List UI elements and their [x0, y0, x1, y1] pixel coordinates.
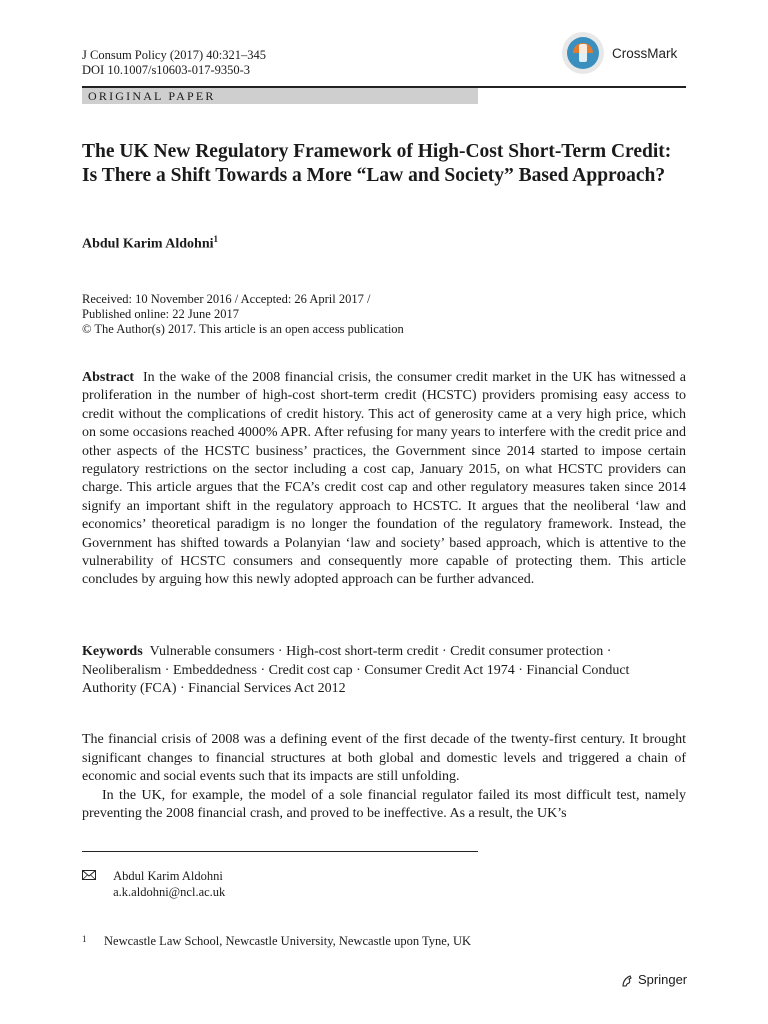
correspondence-email[interactable]: a.k.aldohni@ncl.ac.uk — [113, 885, 226, 899]
dates-line-1: Received: 10 November 2016 / Accepted: 26 April 2017 / — [82, 292, 371, 306]
correspondence-name: Abdul Karim Aldohni — [113, 869, 223, 883]
dates-line-2: Published online: 22 June 2017 — [82, 307, 239, 321]
affiliation-number: 1 — [82, 934, 87, 944]
affiliation-text: Newcastle Law School, Newcastle University, Newcastle upon Tyne, UK — [104, 934, 472, 948]
body-paragraph-1: The financial crisis of 2008 was a defining event of the first decade of the twenty-first century. It brought significant changes to financial structures at both global and domestic levels and triggered a chain of economic and social events such that its impacts are still unfolding. — [82, 732, 686, 785]
journal-meta — [82, 48, 266, 78]
paper-title: The UK New Regulatory Framework of High-Cost Short-Term Credit: Is There a Shift Towards a More “Law and Society” Based Approach? — [82, 141, 672, 186]
abstract-label: Abstract — [82, 370, 135, 385]
keywords — [82, 643, 686, 699]
copyright-line: © The Author(s) 2017. This article is an open access publication — [82, 322, 404, 336]
envelope-icon — [82, 868, 96, 884]
springer-horse-icon — [620, 974, 634, 988]
author-affil-mark: 1 — [213, 234, 218, 244]
springer-logo — [620, 972, 687, 988]
body-text — [82, 731, 686, 824]
doi[interactable]: DOI 10.1007/s10603-017-9350-3 — [82, 63, 251, 77]
abstract — [82, 369, 686, 590]
keywords-label: Keywords — [82, 644, 143, 659]
crossmark-icon — [560, 30, 606, 76]
crossmark-label: CrossMark — [612, 46, 678, 61]
author-name[interactable]: Abdul Karim Aldohni — [82, 236, 214, 252]
footnote-rule — [82, 851, 478, 852]
affiliation-footnote — [82, 934, 471, 949]
keywords-text: Vulnerable consumers · High-cost short-term credit · Credit consumer protection · Neoliberalism · Embeddedness · Credit cost cap · Consumer Credit Act 1974 · Financial Conduct Authority (FCA) · Financial Services Act 2012 — [82, 644, 630, 697]
publication-dates — [82, 292, 404, 337]
abstract-text: In the wake of the 2008 financial crisis, the consumer credit market in the UK has witnessed a proliferation in the number of high-cost short-term credit (HCSTC) providers promising easy access to credit without the complications of credit history. This act of generosity came at a very high price, which on some occasions reached 4000% APR. After refusing for many years to interfere with the credit price and other aspects of the HCSTC business’ practices, the Government since 2014 started to impose certain regulatory restrictions on the sector including a cost cap, January 2015, on what HCSTC providers can charge. This article argues that the FCA’s credit cost cap and other regulatory measures taken since 2014 signify an important shift in the regulatory approach to HCSTC. It argues that the neoliberal ‘law and economics’ theoretical paradigm is no longer the foundation of the regulatory framework. Instead, the Government has shifted towards a Polanyian ‘law and society’ based approach, which is attentive to the vulnerability of HCSTC consumers and consequently more capable of protecting them. This article concludes by arguing how this newly adopted approach can be further advanced. — [82, 370, 687, 588]
correspondence — [82, 868, 225, 900]
author-line — [82, 234, 218, 253]
section-label: ORIGINAL PAPER — [88, 89, 216, 103]
journal-citation: J Consum Policy (2017) 40:321–345 — [82, 48, 267, 62]
crossmark-badge[interactable] — [560, 30, 692, 80]
springer-label: Springer — [638, 972, 688, 987]
body-paragraph-2: In the UK, for example, the model of a sole financial regulator failed its most difficult test, namely preventing the 2008 financial crash, and proved to be ineffective. As a result, the UK’s — [82, 787, 686, 822]
